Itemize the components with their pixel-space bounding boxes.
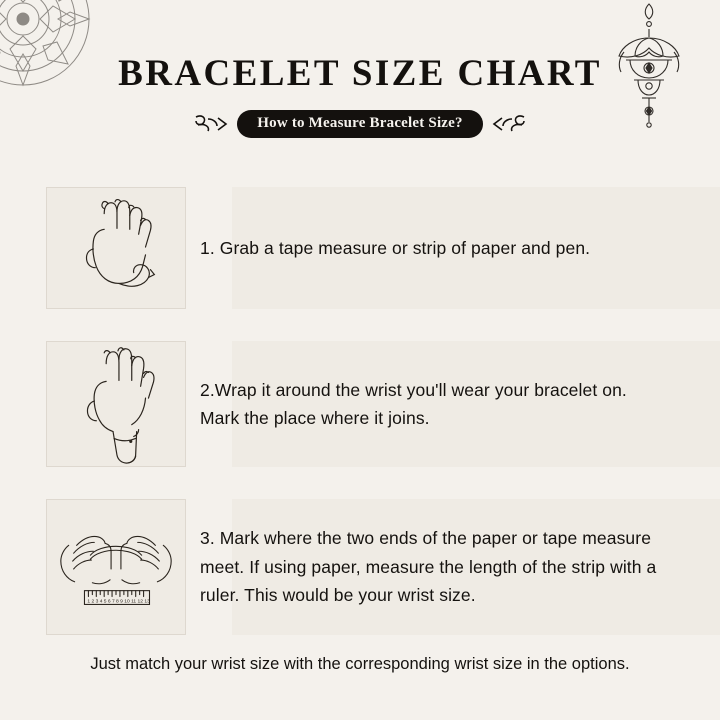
footer-note: Just match your wrist size with the corresponding wrist size in the options. bbox=[90, 655, 630, 673]
hands-measuring-strip-with-ruler-icon bbox=[46, 499, 186, 635]
step-1-row bbox=[46, 187, 680, 309]
flourish-icon bbox=[194, 113, 228, 135]
step-3-text: 3. Mark where the two ends of the paper or tape measure meet. If using paper, measure the length of the strip with a ruler. This would be your wrist size. bbox=[200, 528, 657, 606]
step-2-row bbox=[46, 341, 680, 467]
hand-fist-with-tape-icon bbox=[46, 187, 186, 309]
svg-text:1 2 3 4 5 6 7 8 9 10 11 12 13: 1 2 3 4 5 6 7 8 9 10 11 12 13 bbox=[87, 599, 150, 605]
step-1-text: 1. Grab a tape measure or strip of paper and pen. bbox=[200, 237, 591, 258]
page-title: BRACELET SIZE CHART bbox=[118, 53, 602, 94]
hand-with-wrapped-tape-icon bbox=[46, 341, 186, 467]
step-2-text: 2.Wrap it around the wrist you'll wear your bracelet on. Mark the place where it joins. bbox=[200, 379, 627, 428]
step-3-row bbox=[46, 499, 680, 635]
flourish-icon bbox=[492, 113, 526, 135]
subtitle-row bbox=[0, 110, 720, 138]
subtitle-pill: How to Measure Bracelet Size? bbox=[237, 110, 482, 138]
